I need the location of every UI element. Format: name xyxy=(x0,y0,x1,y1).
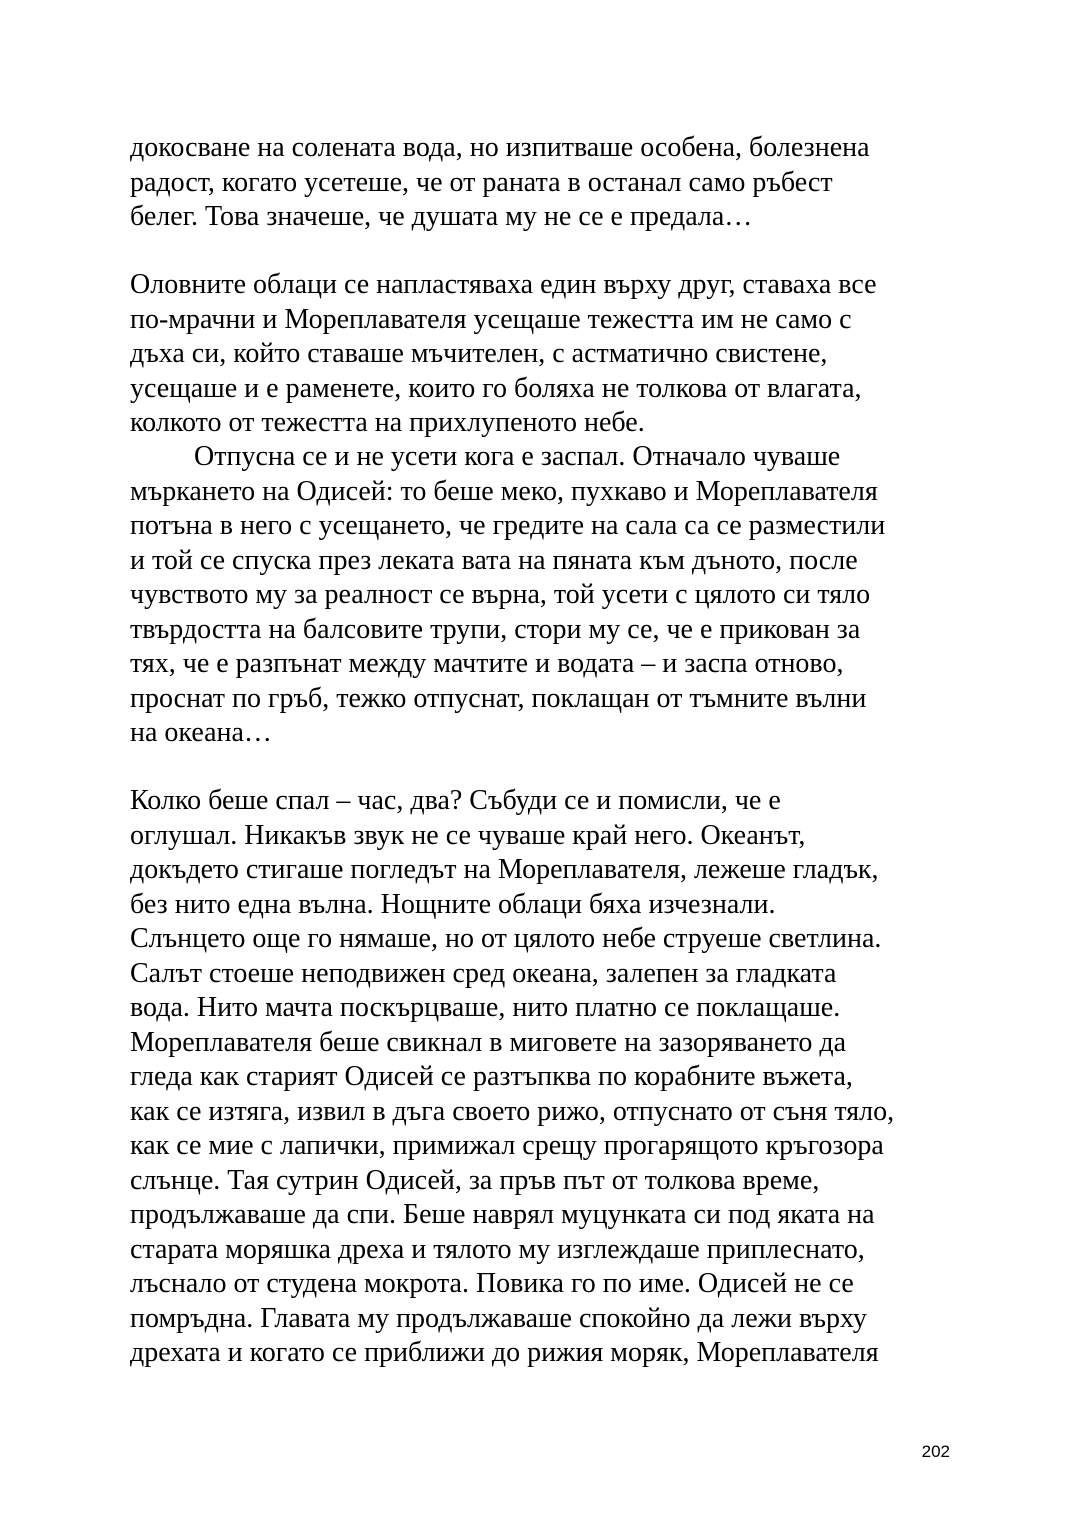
paragraph-4 xyxy=(130,784,960,1371)
text-line: Оловните облаци се напластяваха един върху друг, ставаха все xyxy=(130,269,877,300)
text-line: Мореплавателя беше свикнал в миговете на зазоряването да xyxy=(130,1026,847,1058)
text-line: потъна в него с усещането, че гредите на сала са се разместили xyxy=(130,510,886,541)
text-line: на океана… xyxy=(130,717,272,748)
text-line: Слънцето още го нямаше, но от цялото небе струеше светлина. xyxy=(130,923,882,954)
text-line: тях, че е разпънат между мачтите и водата – и заспа отново, xyxy=(130,648,844,679)
text-line: Колко беше спал – час, два? Събуди се и помисли, че е xyxy=(130,785,781,816)
text-line: белег. Това значеше, че душата му не се е предала… xyxy=(130,201,753,232)
text-line: старата моряшка дреха и тялото му изглеждаше приплеснато, xyxy=(130,1233,865,1265)
text-line: дъха си, който ставаше мъчителен, с астматично свистене, xyxy=(130,338,828,369)
text-line: усещаше и е раменете, които го боляха не толкова от влагата, xyxy=(130,372,862,404)
text-line: и той се спуска през леката вата на пяната към дъното, после xyxy=(130,544,858,576)
paragraph-3 xyxy=(130,440,960,751)
text-line: как се изтяга, извил в дъга своето рижо, отпуснато от съня тяло, xyxy=(130,1095,895,1127)
text-line: без нито една вълна. Нощните облаци бяха изчезнали. xyxy=(130,888,776,920)
text-line: Салът стоеше неподвижен сред океана, залепен за гладката xyxy=(130,957,837,989)
text-line: по-мрачни и Мореплавателя усещаше тежестта им не само с xyxy=(130,303,852,335)
text-line: дрехата и когато се приближи до рижия моряк, Мореплавателя xyxy=(130,1337,879,1368)
text-line: слънце. Тая сутрин Одисей, за пръв път от толкова време, xyxy=(130,1164,820,1196)
text-line: вода. Нито мачта поскърцваше, нито платно се поклащаше. xyxy=(130,992,841,1023)
paragraph-2 xyxy=(130,268,960,441)
text-line: оглушал. Никакъв звук не се чуваше край него. Океанът, xyxy=(130,819,806,851)
text-line: докосване на солената вода, но изпитваше особена, болезнена xyxy=(130,132,870,163)
page-number: 202 xyxy=(921,1442,950,1461)
text-line: радост, когато усетеше, че от раната в останал само ръбест xyxy=(130,166,833,198)
text-line: как се мие с лапички, примижал срещу прогарящото кръгозора xyxy=(130,1130,884,1161)
text-line: мъркането на Одисей: то беше меко, пухкаво и Мореплавателя xyxy=(130,475,878,507)
text-line: лъснало от студена мокрота. Повика го по име. Одисей не се xyxy=(130,1268,854,1299)
text-line: докъдето стигаше погледът на Мореплавателя, лежеше гладък, xyxy=(130,854,879,885)
text-line: продължаваше да спи. Беше наврял муцунката си под яката на xyxy=(130,1199,875,1230)
text-line: гледа как старият Одисей се разтъпква по корабните въжета, xyxy=(130,1061,853,1092)
text-line: Отпусна се и не усети кога е заспал. Отначало чуваше xyxy=(194,441,841,472)
text-line: проснат по гръб, тежко отпуснат, поклащан от тъмните вълни xyxy=(130,682,867,714)
text-line: помръдна. Главата му продължаваше спокойно да лежи върху xyxy=(130,1302,867,1334)
text-line: колкото от тежестта на прихлупеното небе. xyxy=(130,407,645,438)
text-line: чувството му за реалност се върна, той усети с цялото си тяло xyxy=(130,579,871,610)
text-line: твърдостта на балсовите трупи, стори му се, че е прикован за xyxy=(130,613,861,645)
paragraph-1 xyxy=(130,131,960,235)
